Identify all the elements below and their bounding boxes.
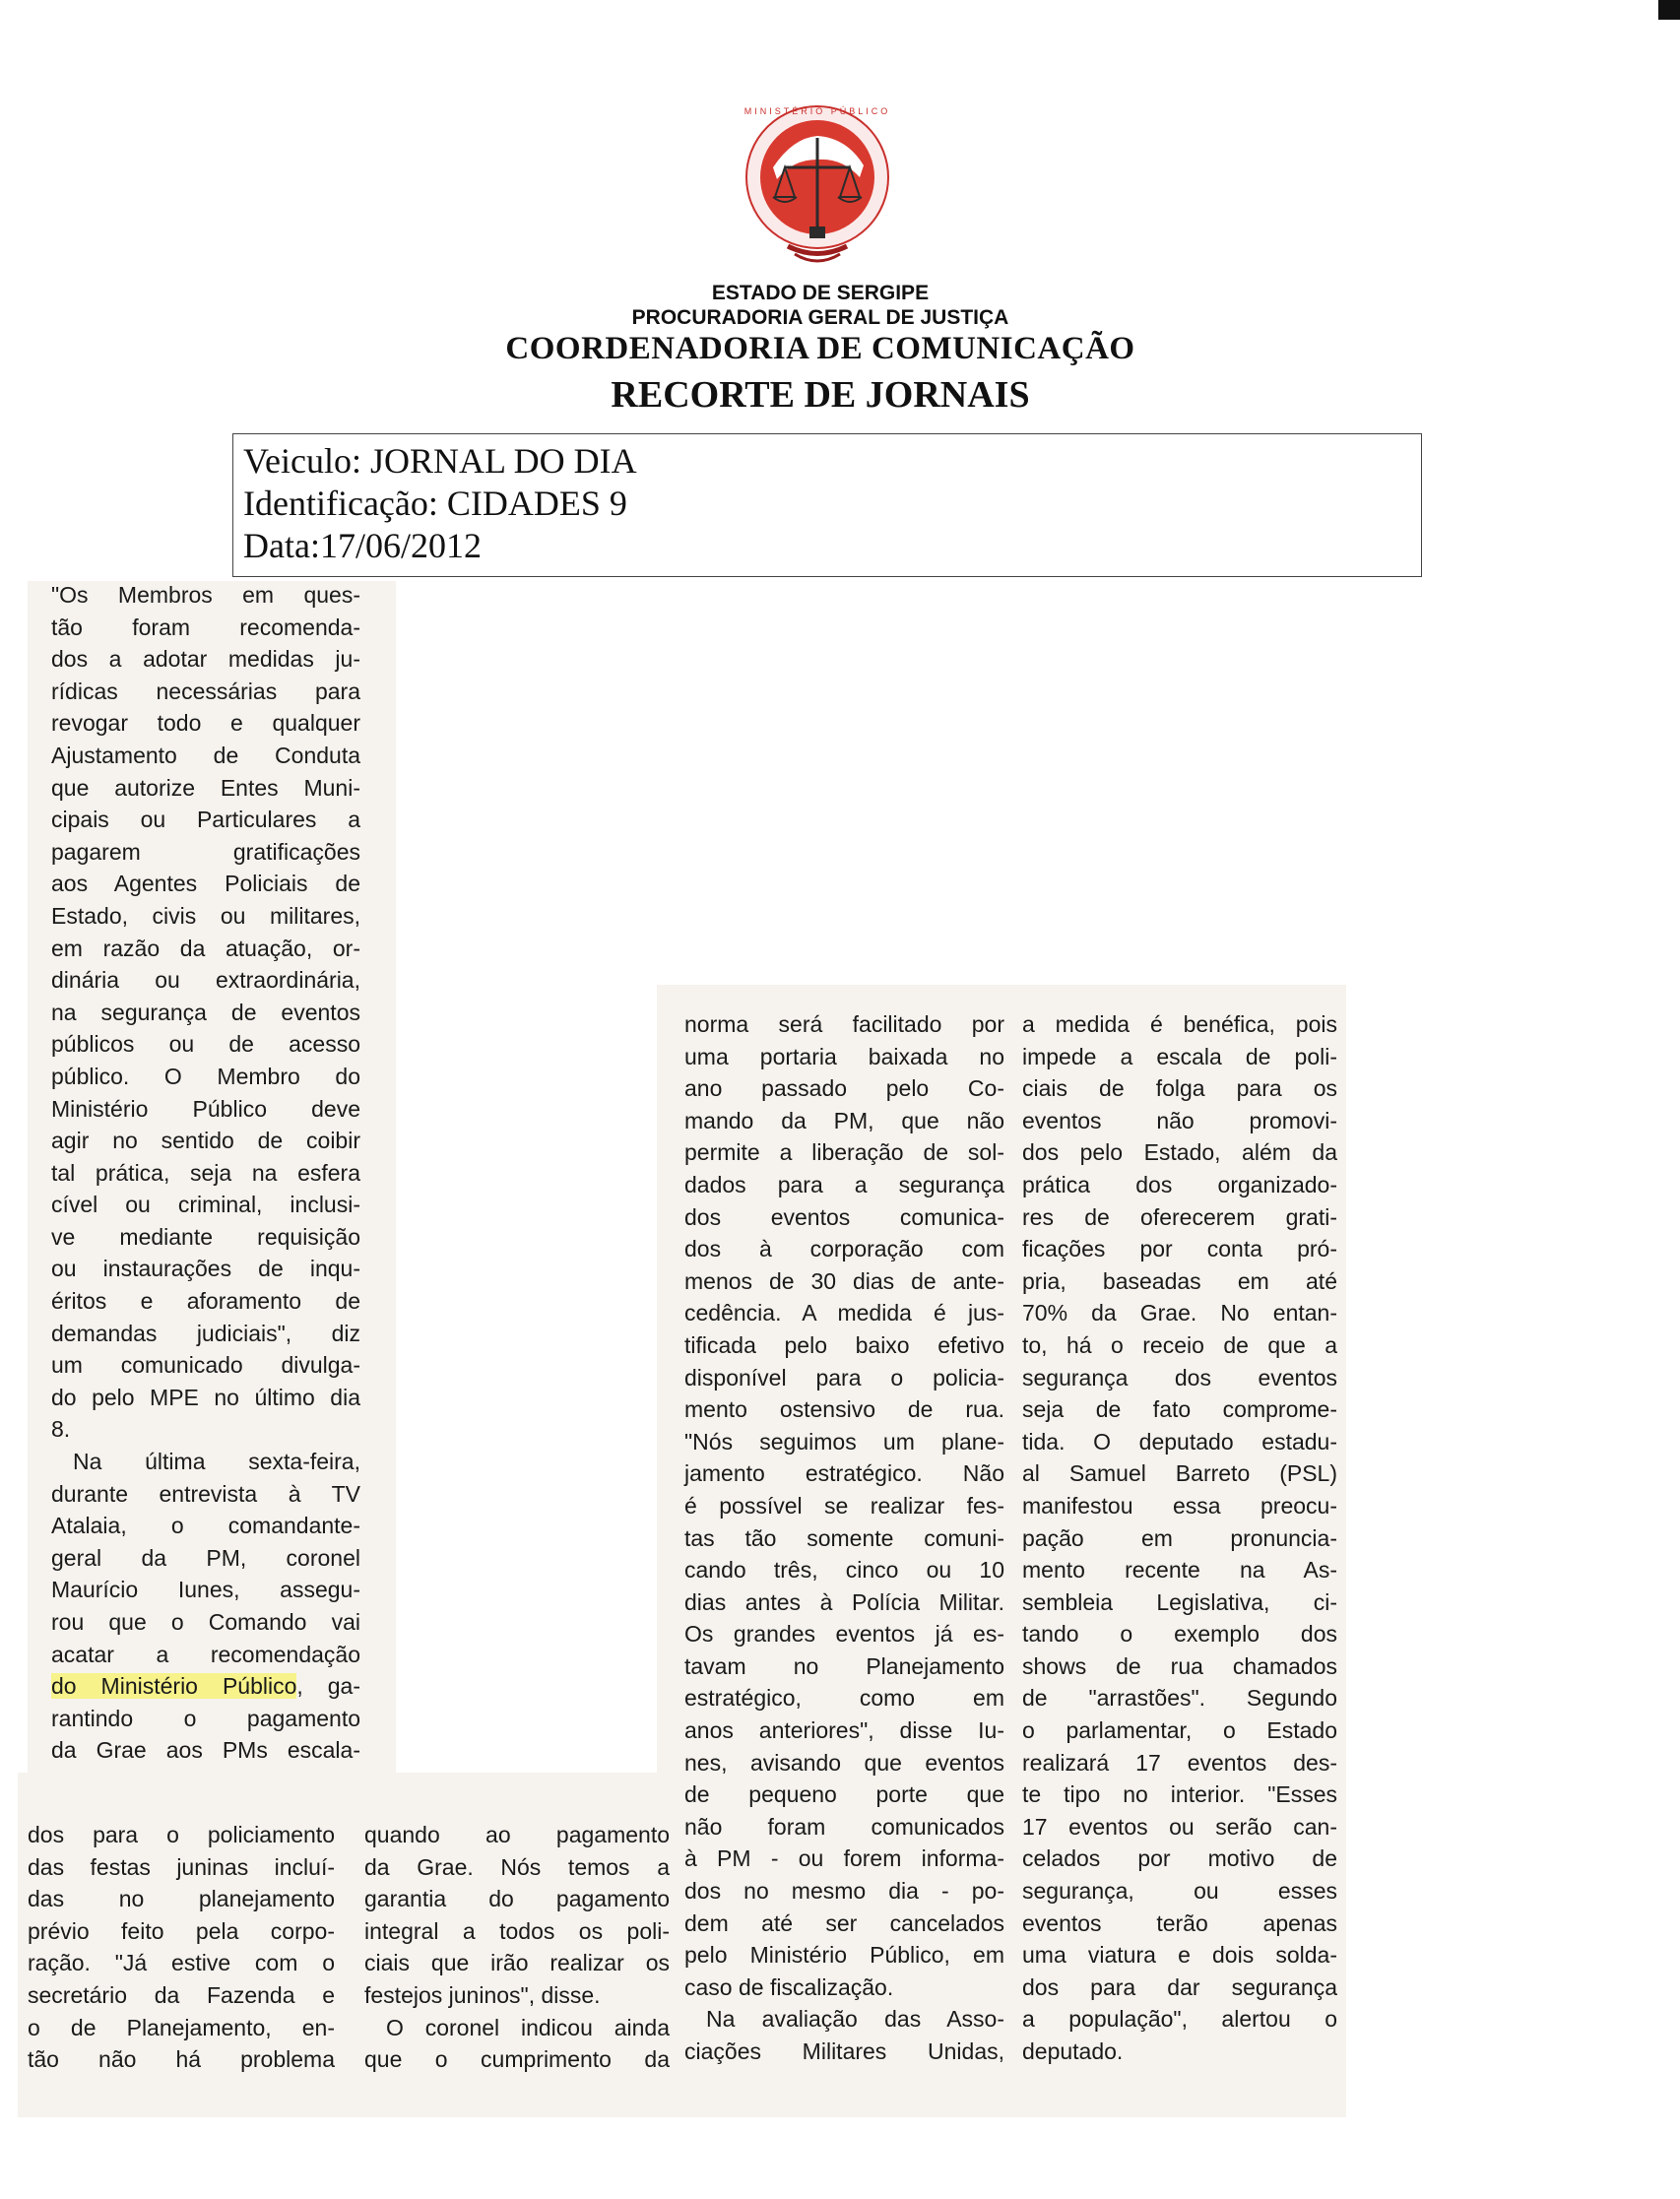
article-line: da Grae aos PMs escala- <box>51 1737 360 1764</box>
article-line <box>51 1670 360 1703</box>
article-line: a população", alertou o <box>1022 2006 1337 2033</box>
article-line: ve mediante requisição <box>51 1223 360 1250</box>
article-line: à PM - ou forem informa- <box>684 1845 1004 1872</box>
article-line: de pequeno porte que <box>684 1781 1004 1808</box>
article-line: público. O Membro do <box>51 1063 360 1089</box>
article-line-text: , ga- <box>296 1673 360 1700</box>
article-line: demandas judiciais", diz <box>51 1320 360 1346</box>
article-line: eventos terão apenas <box>1022 1909 1337 1936</box>
article-line: um comunicado divulga- <box>51 1352 360 1379</box>
article-line: nes, avisando que eventos <box>684 1749 1004 1776</box>
article-line: prática dos organizado- <box>1022 1171 1337 1197</box>
article-line: tal prática, seja na esfera <box>51 1159 360 1186</box>
article-line: cedência. A medida é jus- <box>684 1300 1004 1326</box>
article-line: uma viatura e dois solda- <box>1022 1942 1337 1969</box>
article-line: públicos ou de acesso <box>51 1031 360 1058</box>
article-line: ração. "Já estive com o <box>28 1950 335 1976</box>
article-line: pelo Ministério Público, em <box>684 1942 1004 1969</box>
article-line: Maurício Iunes, assegu- <box>51 1577 360 1603</box>
article-line: tida. O deputado estadu- <box>1022 1428 1337 1455</box>
highlighted-text: do Ministério Público <box>51 1673 297 1700</box>
article-column-b2 <box>364 1819 670 2076</box>
article-line: segurança dos eventos <box>1022 1364 1337 1391</box>
article-line: dos a adotar medidas ju- <box>51 646 360 673</box>
article-line: o de Planejamento, en- <box>28 2014 335 2040</box>
article-line: não foram comunicados <box>684 1813 1004 1840</box>
article-line: Ministério Público deve <box>51 1095 360 1122</box>
article-line: das no planejamento <box>28 1886 335 1912</box>
article-line: "Os Membros em ques- <box>51 582 360 608</box>
article-line: ciações Militares Unidas, <box>684 2038 1004 2064</box>
article-line: realizará 17 eventos des- <box>1022 1749 1337 1776</box>
article-line <box>364 2012 670 2044</box>
article-line: 8. <box>51 1416 71 1443</box>
article-line: celados por motivo de <box>1022 1845 1337 1872</box>
article-line: to, há o receio de que a <box>1022 1331 1337 1358</box>
article-line: caso de fiscalização. <box>684 1973 894 2000</box>
article-line: tando o exemplo dos <box>1022 1621 1337 1648</box>
article-line-text: Na avaliação das Asso- <box>706 2006 1004 2033</box>
article-line: ciais de folga para os <box>1022 1075 1337 1102</box>
article-line: deputado. <box>1022 2038 1124 2064</box>
article-line: durante entrevista à TV <box>51 1480 360 1507</box>
article-line: ficações por conta pró- <box>1022 1236 1337 1262</box>
article-line: dos pelo Estado, além da <box>1022 1139 1337 1166</box>
article-line: dinária ou extraordinária, <box>51 967 360 994</box>
article-line: Atalaia, o comandante- <box>51 1513 360 1539</box>
article-column-c1 <box>684 1008 1004 2068</box>
article-line: tavam no Planejamento <box>684 1652 1004 1679</box>
article-line: dos no mesmo dia - po- <box>684 1878 1004 1905</box>
article-line: dados para a segurança <box>684 1171 1004 1197</box>
article-line: jamento estratégico. Não <box>684 1460 1004 1487</box>
article-line: anos anteriores", disse Iu- <box>684 1717 1004 1744</box>
article-line: a medida é benéfica, pois <box>1022 1011 1337 1037</box>
clipping-info-box <box>232 433 1422 577</box>
article-line: revogar todo e qualquer <box>51 710 360 737</box>
article-line: "Nós seguimos um plane- <box>684 1428 1004 1455</box>
article-line: manifestou essa preocu- <box>1022 1492 1337 1519</box>
article-line: cipais ou Particulares a <box>51 807 360 833</box>
article-line: pagarem gratificações <box>51 838 360 865</box>
article-line-text: Na última sexta-feira, <box>73 1449 360 1475</box>
article-line: dos à corporação com <box>684 1236 1004 1262</box>
article-line: dos eventos comunica- <box>684 1203 1004 1230</box>
header-title: RECORTE DE JORNAIS <box>611 374 1030 416</box>
article-line: Ajustamento de Conduta <box>51 742 360 768</box>
article-line: é possível se realizar fes- <box>684 1492 1004 1519</box>
article-line: agir no sentido de coibir <box>51 1128 360 1154</box>
article-line: de "arrastões". Segundo <box>1022 1685 1337 1712</box>
article-line: mando da PM, que não <box>684 1107 1004 1133</box>
seal-text: MINISTÉRIO PÚBLICO <box>743 106 891 116</box>
article-line: mento recente na As- <box>1022 1557 1337 1584</box>
article-line: permite a liberação de sol- <box>684 1139 1004 1166</box>
article-line: uma portaria baixada no <box>684 1043 1004 1069</box>
article-line: secretário da Fazenda e <box>28 1981 335 2008</box>
article-line: em razão da atuação, or- <box>51 935 360 961</box>
article-line: festejos juninos", disse. <box>364 1981 601 2008</box>
article-line: pria, baseadas em até <box>1022 1267 1337 1294</box>
article-line: dos para o policiamento <box>28 1822 335 1847</box>
date-line: Data:17/06/2012 <box>243 526 482 565</box>
article-line: tão foram recomenda- <box>51 614 360 640</box>
article-line: disponível para o policia- <box>684 1364 1004 1391</box>
scan-corner-mark <box>1658 0 1680 20</box>
article-line: na segurança de eventos <box>51 999 360 1025</box>
article-line: rantindo o pagamento <box>51 1705 360 1731</box>
article-line: ou instaurações de inqu- <box>51 1256 360 1282</box>
article-line: impede a escala de poli- <box>1022 1043 1337 1069</box>
article-line: mento ostensivo de rua. <box>684 1396 1004 1423</box>
article-line: éritos e aforamento de <box>51 1288 360 1315</box>
article-line: 17 eventos ou serão can- <box>1022 1813 1337 1840</box>
article-line: al Samuel Barreto (PSL) <box>1022 1460 1337 1487</box>
article-line: tas tão somente comuni- <box>684 1524 1004 1551</box>
article-line: ano passado pelo Co- <box>684 1075 1004 1102</box>
article-line: quando ao pagamento <box>364 1822 670 1847</box>
article-line <box>51 1446 360 1478</box>
article-line: geral da PM, coronel <box>51 1544 360 1571</box>
article-line: te tipo no interior. "Esses <box>1022 1781 1337 1808</box>
vehicle-line: Veiculo: JORNAL DO DIA <box>243 441 637 481</box>
article-line: tão não há problema <box>28 2046 335 2073</box>
article-line: das festas juninas incluí- <box>28 1853 335 1880</box>
article-line: que o cumprimento da <box>364 2046 670 2073</box>
article-line: o parlamentar, o Estado <box>1022 1717 1337 1744</box>
article-line: rou que o Comando vai <box>51 1609 360 1635</box>
article-line: estratégico, como em <box>684 1685 1004 1712</box>
article-line: rídicas necessárias para <box>51 678 360 704</box>
article-line: Estado, civis ou militares, <box>51 902 360 929</box>
article-line: prévio feito pela corpo- <box>28 1917 335 1944</box>
article-line: pação em pronuncia- <box>1022 1524 1337 1551</box>
article-line: tificada pelo baixo efetivo <box>684 1331 1004 1358</box>
article-line: menos de 30 dias de ante- <box>684 1267 1004 1294</box>
article-line: 70% da Grae. No entan- <box>1022 1300 1337 1326</box>
article-line: cando três, cinco ou 10 <box>684 1557 1004 1584</box>
article-column-b1 <box>28 1819 335 2076</box>
article-line: garantia do pagamento <box>364 1886 670 1912</box>
article-line: integral a todos os poli- <box>364 1917 670 1944</box>
article-column-a <box>51 579 360 1767</box>
ministerio-publico-seal-icon <box>734 98 901 271</box>
article-line: norma será facilitado por <box>684 1011 1004 1037</box>
article-line: dias antes à Polícia Militar. <box>684 1588 1004 1615</box>
article-line: acatar a recomendação <box>51 1641 360 1667</box>
header-office: PROCURADORIA GERAL DE JUSTIÇA <box>631 306 1009 329</box>
article-line: aos Agentes Policiais de <box>51 871 360 897</box>
header-department: COORDENADORIA DE COMUNICAÇÃO <box>505 331 1135 366</box>
article-line: da Grae. Nós temos a <box>364 1853 670 1880</box>
article-line: seja de fato comprome- <box>1022 1396 1337 1423</box>
header-state: ESTADO DE SERGIPE <box>711 282 930 304</box>
article-line: que autorize Entes Muni- <box>51 774 360 801</box>
article-line: res de oferecerem grati- <box>1022 1203 1337 1230</box>
article-line: sembleia Legislativa, ci- <box>1022 1588 1337 1615</box>
article-line-text: O coronel indicou ainda <box>386 2014 670 2040</box>
article-line: shows de rua chamados <box>1022 1652 1337 1679</box>
article-line: dem até ser cancelados <box>684 1909 1004 1936</box>
article-line: Os grandes eventos já es- <box>684 1621 1004 1648</box>
article-line: cível ou criminal, inclusi- <box>51 1192 360 1218</box>
article-line: eventos não promovi- <box>1022 1107 1337 1133</box>
identification-line: Identificação: CIDADES 9 <box>243 484 627 523</box>
article-line: do pelo MPE no último dia <box>51 1384 360 1410</box>
article-line: ciais que irão realizar os <box>364 1950 670 1976</box>
article-column-c2 <box>1022 1008 1337 2068</box>
article-line: segurança, ou esses <box>1022 1878 1337 1905</box>
article-line <box>684 2003 1004 2036</box>
article-line: dos para dar segurança <box>1022 1973 1337 2000</box>
